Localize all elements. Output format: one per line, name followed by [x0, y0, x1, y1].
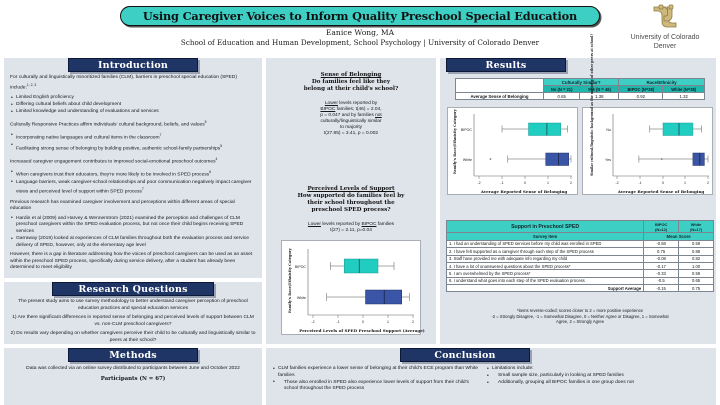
list-item: • Differing cultural beliefs about child development	[10, 102, 256, 109]
table-row	[447, 233, 714, 240]
table-row	[447, 221, 714, 233]
chart3-xtick-3: 1	[387, 320, 389, 324]
chart1-ytick-1: White	[462, 158, 472, 162]
support-col-white: White (N=17)	[679, 221, 714, 233]
chart3-ylabel: Family's Race/Ethnicity Category	[288, 248, 292, 313]
survey-item-1-white: 0.59	[679, 240, 714, 247]
chart2-xtick-3: 1	[684, 181, 686, 185]
list-item: • Limitations include:	[486, 366, 712, 373]
chart2-ytick-1: Yes	[605, 158, 611, 162]
table-row	[447, 240, 714, 247]
table-row	[447, 248, 714, 255]
chart3-xlabel: Perceived Levels of SPED Preschool Support (Average)	[299, 328, 425, 333]
table-row	[447, 277, 714, 284]
support-average-label: Support Average	[447, 285, 644, 292]
subheader-survey-item: Survey Item	[447, 233, 644, 240]
intro-p3-bullets	[10, 169, 256, 197]
survey-item-2-white: 0.88	[679, 248, 714, 255]
intro-p2-sup: 5	[204, 119, 207, 124]
list-item: • CLM families experience a lower sense of belonging at their child's ECE program than White families	[272, 366, 478, 379]
boxplot-svg-1	[448, 108, 579, 196]
university-logo	[618, 4, 712, 51]
affiliation: School of Education and Human Development, School Psychology | University of Colorado Denver	[180, 38, 540, 47]
chart1-xtick-3: 1	[547, 181, 549, 185]
survey-item-4-bipoc: -0.17	[644, 262, 679, 269]
chart2-outlier	[661, 158, 663, 160]
chart2-xlabel: Average Reported Sense of Belonging	[617, 189, 705, 194]
table-corner-cell	[456, 79, 544, 93]
methods-body	[10, 366, 256, 385]
introduction-body	[10, 75, 256, 275]
list-item: • Additionally, grouping all BIPOC families in one group does not	[486, 380, 712, 387]
table-row	[447, 262, 714, 269]
intro-p4: Previous research has examined caregiver involvement and perceptions within different areas of special education	[10, 199, 235, 212]
chart3-xtick-2: 0	[362, 320, 364, 324]
table-row	[447, 255, 714, 262]
intro-p1-sup: 1, 2, 3	[26, 82, 37, 87]
belonging-stats: Lower levels reported by BIPOC families; t(46) = 2.04, p = 0.047 and by families not culturally/linguistically similar to majority t(27.85) = 3.41, p = 0.002	[320, 101, 382, 136]
chart3-ytick-1: White	[296, 296, 306, 300]
rq-intro: The present study aims to use survey methodology to better understand caregiver perception of preschool education practices and special education services	[18, 299, 248, 311]
chart1-outlier	[490, 158, 492, 160]
results-panel	[440, 58, 716, 344]
chart1-xlabel: Average Reported Sense of Belonging	[480, 189, 568, 194]
intro-p1-bullets	[10, 95, 256, 116]
intro-p2-bullets	[10, 132, 256, 153]
survey-item-3-bipoc: -0.08	[644, 255, 679, 262]
survey-item-4: 4. I have a lot of unanswered questions about the SPED process*	[447, 262, 644, 269]
chart-support-boxplot	[281, 240, 425, 335]
table-row	[447, 270, 714, 277]
chart1-ylabel: Family's Race/Ethnicity Category	[453, 109, 457, 174]
list-item: • Limited English proficiency	[10, 95, 256, 102]
results-heading: Results	[446, 58, 566, 72]
survey-item-6-bipoc: -0.5	[644, 277, 679, 284]
chart2-xtick-0: -2	[615, 181, 619, 185]
author-name: Eanice Wong, MA	[325, 28, 395, 37]
cell-no: 0.65	[544, 93, 580, 100]
support-table-title: Support in Preschool SPED	[447, 221, 644, 233]
list-item: • Limited knowledge and understanding of evaluations and services	[10, 109, 256, 116]
support-average-bipoc: -0.15	[644, 285, 679, 292]
table-row	[447, 285, 714, 292]
chart2-xtick-4: 2	[707, 181, 709, 185]
group-header-race: Race/Ethnicity	[619, 79, 705, 86]
survey-item-2-bipoc: 0.75	[644, 248, 679, 255]
conclusion-heading: Conclusion	[400, 348, 530, 362]
chart3-box-bipoc	[331, 259, 395, 273]
belonging-title: Sense of Belonging Do families feel like they belong at their child's school?	[303, 72, 399, 92]
intro-p5: However, there is a gap in literature addressing how the voices of preschool caregivers can be used as an asset within the preschool SPED process, specifically during service delivery, after a student has already been determined to meet eligibility	[10, 252, 253, 271]
methods-line-1: Data was collected via an online survey distributed to participants between June and October 2022	[26, 366, 240, 371]
list-item: • When caregivers trust their educators, they're more likely to be involved in SPED process$^6$	[10, 169, 256, 179]
subheader-mean-score: Mean Score	[644, 233, 714, 240]
chart2-box-no	[650, 123, 702, 136]
chart2-ylabel: Similar cultural/linguistic background as the majority of other peers at school?	[590, 33, 594, 176]
research-questions-heading: Research Questions	[52, 282, 214, 296]
conclusion-right	[486, 366, 712, 390]
survey-item-1-bipoc: -0.58	[644, 240, 679, 247]
chart2-xtick-2: 0	[662, 181, 664, 185]
cell-white: 1.32	[663, 93, 705, 100]
chart1-xtick-0: -2	[477, 181, 481, 185]
support-col-bipoc: BIPOC (N=12)	[644, 221, 679, 233]
survey-item-5-bipoc: -0.33	[644, 270, 679, 277]
col-header-yes: Yes (N = 46)	[580, 86, 619, 93]
rq-1: 1) Are there significant differences in reported sense of belonging and perceived levels of support between CLM vs. non-CLM preschool caregivers?	[12, 315, 254, 327]
boxplot-svg-3	[282, 241, 425, 336]
survey-item-6-white: 0.65	[679, 277, 714, 284]
conclusion-left-list	[272, 366, 478, 393]
table-row	[456, 79, 705, 86]
survey-item-1: 1. I had an understanding of SPED services before my child was enrolled in SPED	[447, 240, 644, 247]
survey-item-3-white: 0.82	[679, 255, 714, 262]
col-header-bipoc: BIPOC (N=28)	[619, 86, 663, 93]
cu-logo-icon	[650, 4, 680, 30]
table-average-sense-of-belonging	[455, 78, 705, 100]
support-stats: Lower levels reported by BIPOC families t(27) = 2.11, p=0.04	[307, 222, 395, 233]
chart3-ytick-0: BIPOC	[294, 265, 306, 269]
chart1-ytick-0: BIPOC	[460, 128, 472, 132]
poster-title-banner	[120, 6, 600, 26]
chart2-box-yes	[639, 153, 708, 166]
chart1-xtick-4: 2	[570, 181, 572, 185]
chart3-xtick-1: -1	[336, 320, 340, 324]
group-header-cultural: Culturally Similar?	[544, 79, 619, 86]
intro-p4-bullets	[10, 216, 256, 249]
research-questions-body	[10, 299, 256, 348]
survey-item-5: 5. I am overwhelmed by the SPED process*	[447, 270, 644, 277]
page-title: Using Caregiver Voices to Inform Quality Preschool Special Education	[142, 9, 578, 23]
list-item: • Garraway (2019) looked at experiences of CLM families throughout both the evaluation process and service delivery of SPED, however, only at the elementary age level	[10, 236, 256, 249]
intro-p1: For culturally and linguistically minoritized families (CLM), barriers in preschool special education (SPED) include:	[10, 75, 237, 91]
survey-item-5-white: 0.59	[679, 270, 714, 277]
cell-bipoc: 0.92	[619, 93, 663, 100]
intro-p2: Culturally Responsive Practices affirm individuals' cultural background, beliefs, and values	[10, 122, 205, 128]
list-item: • Small sample size, particularly in looking at SPED families	[486, 373, 712, 380]
support-average-white: 0.75	[679, 285, 714, 292]
chart1-box-white	[490, 153, 571, 166]
list-item: • Facilitating strong sense of belonging by building positive, authentic school-family partnerships$^5$	[10, 143, 256, 153]
list-item: • Those also enrolled in SPED also experience lower levels of support from their child's school throughout the SPED process	[272, 380, 478, 393]
chart1-box-bipoc	[502, 123, 568, 136]
survey-item-6: 6. I understand what goes into each step of the SPED evaluation process	[447, 277, 644, 284]
introduction-heading: Introduction	[68, 58, 198, 72]
survey-item-3: 3. Staff have provided me with adequate info regarding my child	[447, 255, 644, 262]
conclusion-right-list	[486, 366, 712, 387]
list-item: • Language barriers, weak caregiver-school relationships and poor communication negatively impact caregiver views and perceived level of support within SPED process$^7$	[10, 180, 256, 197]
table-support-in-preschool-sped	[446, 220, 714, 292]
logo-line-2: Denver	[653, 43, 677, 50]
support-title: Perceived Levels of Support How supported do families feel by their school throughout the preschool SPED process?	[297, 186, 405, 213]
poster-header	[0, 0, 720, 56]
conclusion-left	[272, 366, 478, 396]
survey-item-4-white: 1.00	[679, 262, 714, 269]
row-label-average-belonging: Average Sense of Belonging	[456, 93, 544, 100]
survey-item-2: 2. I have felt supported as a caregiver through each step of the SPED process	[447, 248, 644, 255]
logo-line-1: University of Colorado	[630, 34, 700, 41]
rq-2: 2) Do results vary depending on whether caregivers perceive their child to be culturally and linguistically similar to peers at their school?	[10, 331, 256, 343]
support-table-footnote: *items reverse-coded; scores closer to 2 = more positive experience -2 = Strongly Disagree, -1 = Somewhat Disagree, 0 = Neither Agree or Disagree, 1 = Somewhat Agree, 2 = Strongly Agree	[491, 308, 669, 325]
chart3-xtick-4: 2	[412, 320, 414, 324]
participants-label: Participants (N = 67)	[100, 375, 166, 382]
col-header-no: No (N = 21)	[544, 86, 580, 93]
cell-yes: 1.38	[580, 93, 619, 100]
chart2-xtick-1: -1	[638, 181, 642, 185]
chart1-xtick-2: 0	[524, 181, 526, 185]
intro-p3-sup: 4	[215, 156, 218, 161]
table-row	[456, 93, 705, 100]
col-header-white: White (N=38)	[663, 86, 705, 93]
chart3-box-white	[327, 290, 410, 304]
chart3-xtick-0: -2	[311, 320, 315, 324]
chart-belonging-race-boxplot	[447, 107, 578, 195]
methods-heading: Methods	[68, 348, 198, 362]
chart1-xtick-1: -1	[500, 181, 504, 185]
list-item: • Incorporating native languages and cultural items in the classroom$^7$	[10, 132, 256, 142]
chart2-ytick-0: No	[606, 128, 611, 132]
list-item: • Hardin et al (2009) and Harvey & Wennerstrom (2021) examined the perception and challenges of CLM preschool caregivers within the SPED evaluation process, but not once their child begins receiving SPED services	[10, 216, 256, 236]
intro-p3: Increased caregiver engagement contributes to improved social-emotional preschool outcomes	[10, 159, 216, 165]
